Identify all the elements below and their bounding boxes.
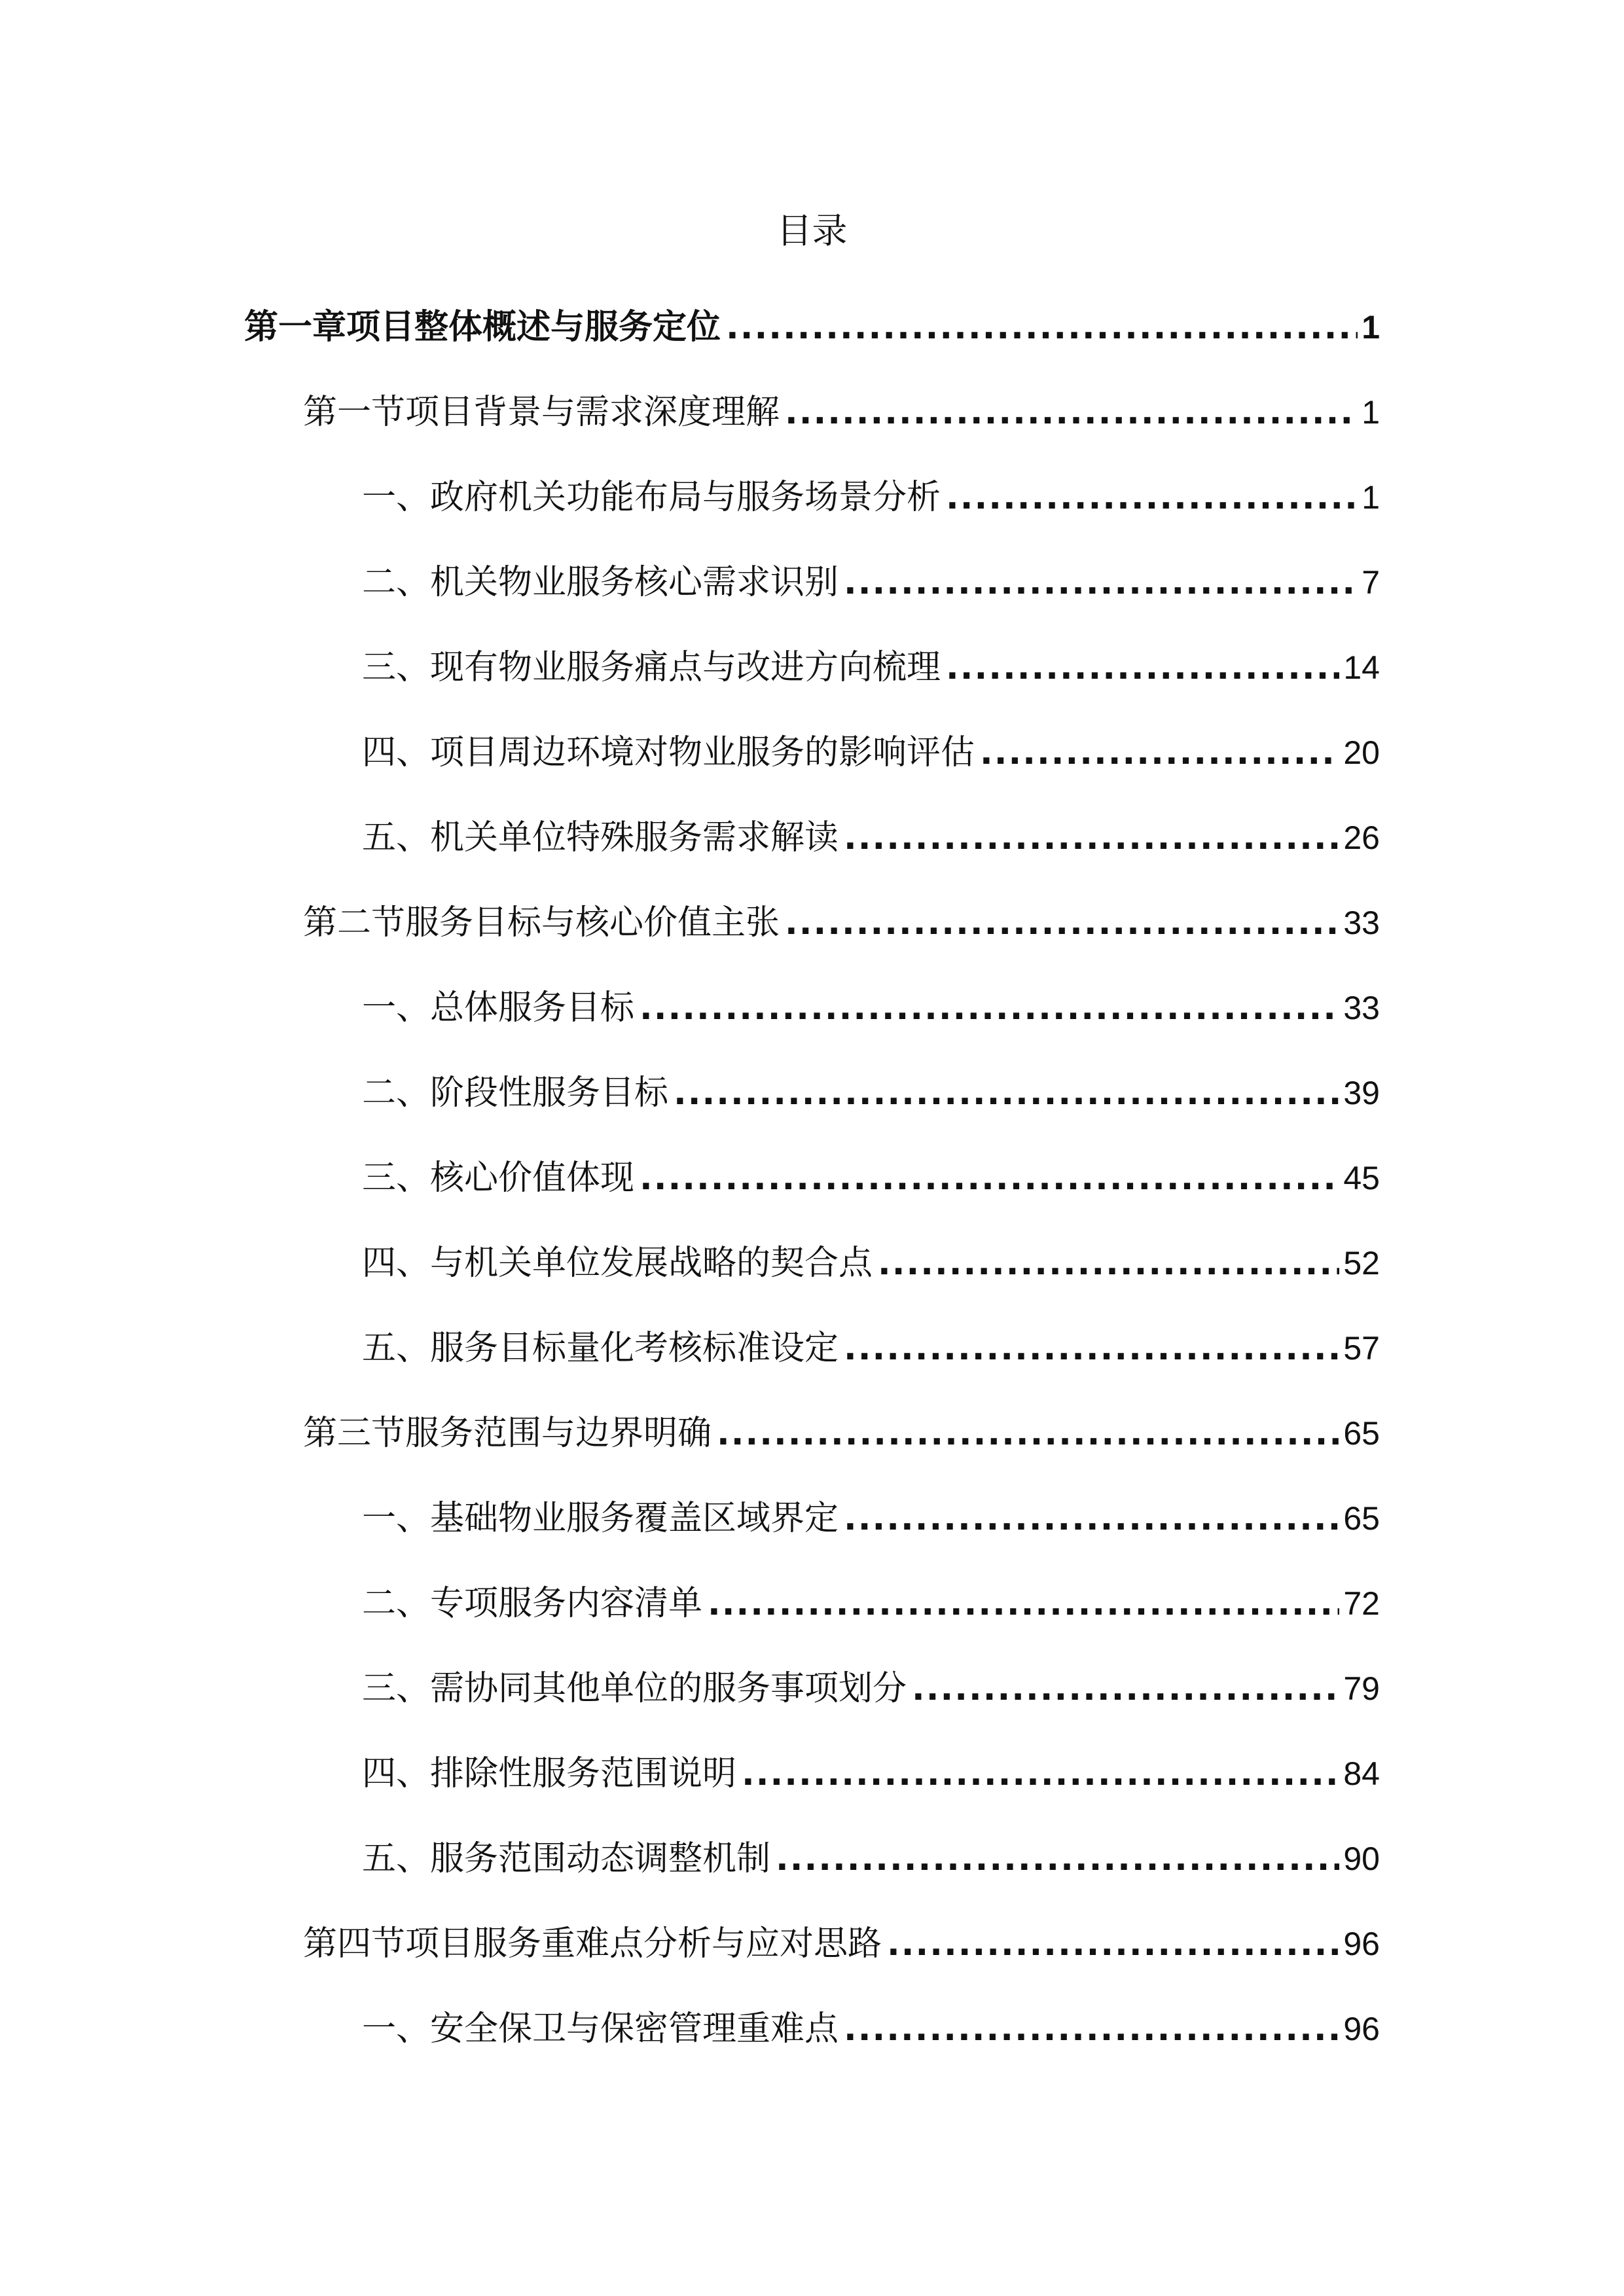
toc-entry-label: 一、政府机关功能布局与服务场景分析 <box>362 478 941 517</box>
toc-dot-leader <box>640 983 1339 1033</box>
toc-entry-label: 第二节服务目标与核心价值主张 <box>303 903 780 942</box>
toc-entry-page: 65 <box>1343 1500 1380 1537</box>
toc-entry-item[interactable] <box>362 1579 1380 1628</box>
toc-dot-leader <box>844 2004 1339 2054</box>
toc-dot-leader <box>946 473 1358 522</box>
toc-entry-item[interactable] <box>362 728 1380 778</box>
toc-dot-leader <box>742 1749 1339 1799</box>
toc-entry-page: 14 <box>1343 649 1380 686</box>
toc-entry-label: 三、需协同其他单位的服务事项划分 <box>362 1669 907 1708</box>
toc-dot-leader <box>785 898 1339 948</box>
toc-entry-page: 84 <box>1343 1755 1380 1792</box>
toc-entry-page: 33 <box>1343 990 1380 1026</box>
toc-dot-leader <box>980 728 1339 778</box>
toc-entry-item[interactable] <box>362 1323 1380 1373</box>
toc-entry-label: 第三节服务范围与边界明确 <box>303 1414 712 1453</box>
toc-entry-label: 第四节项目服务重难点分析与应对思路 <box>303 1924 882 1964</box>
toc-entry-label: 一、基础物业服务覆盖区域界定 <box>362 1499 839 1538</box>
toc-entry-label: 四、项目周边环境对物业服务的影响评估 <box>362 733 975 772</box>
toc-dot-leader <box>708 1579 1339 1628</box>
toc-dot-leader <box>785 387 1358 437</box>
toc-entry-page: 79 <box>1343 1670 1380 1707</box>
toc-entry-label: 二、专项服务内容清单 <box>362 1584 703 1623</box>
toc-entry-item[interactable] <box>362 813 1380 863</box>
toc-entry-section-1-2[interactable] <box>303 898 1380 948</box>
toc-entry-page: 7 <box>1362 564 1380 601</box>
toc-dot-leader <box>844 1323 1339 1373</box>
toc-entry-page: 1 <box>1362 479 1380 516</box>
toc-dot-leader <box>726 302 1358 352</box>
toc-entry-label: 第一章项目整体概述与服务定位 <box>244 308 721 347</box>
toc-entry-page: 20 <box>1343 734 1380 771</box>
toc-dot-leader <box>844 1494 1339 1543</box>
toc-entry-page: 65 <box>1343 1415 1380 1452</box>
toc-entry-item[interactable] <box>362 1664 1380 1713</box>
toc-entry-label: 五、服务目标量化考核标准设定 <box>362 1329 839 1368</box>
toc-entry-item[interactable] <box>362 558 1380 607</box>
toc-entry-page: 1 <box>1362 394 1380 431</box>
toc-entry-page: 1 <box>1362 309 1380 346</box>
toc-entry-label: 一、安全保卫与保密管理重难点 <box>362 2009 839 2049</box>
toc-dot-leader <box>946 643 1339 692</box>
toc-entry-page: 39 <box>1343 1075 1380 1111</box>
toc-entry-label: 二、机关物业服务核心需求识别 <box>362 563 839 602</box>
toc-entry-page: 96 <box>1343 1926 1380 1962</box>
toc-entry-item[interactable] <box>362 1238 1380 1288</box>
toc-entry-item[interactable] <box>362 2004 1380 2054</box>
toc-entry-item[interactable] <box>362 1068 1380 1118</box>
toc-dot-leader <box>912 1664 1339 1713</box>
toc-entry-label: 四、排除性服务范围说明 <box>362 1754 737 1793</box>
toc-dot-leader <box>844 813 1339 863</box>
toc-entry-item[interactable] <box>362 473 1380 522</box>
toc-entry-item[interactable] <box>362 1153 1380 1203</box>
toc-entry-item[interactable] <box>362 1494 1380 1543</box>
toc-entry-label: 五、服务范围动态调整机制 <box>362 1839 771 1878</box>
toc-entry-label: 二、阶段性服务目标 <box>362 1073 669 1113</box>
toc-dot-leader <box>717 1408 1339 1458</box>
toc-entry-chapter-1[interactable] <box>244 302 1380 352</box>
toc-entry-page: 33 <box>1343 905 1380 941</box>
toc-entry-section-1-1[interactable] <box>303 387 1380 437</box>
toc-entry-page: 57 <box>1343 1330 1380 1367</box>
toc-entry-item[interactable] <box>362 983 1380 1033</box>
toc-entry-section-1-3[interactable] <box>303 1408 1380 1458</box>
toc-entry-label: 第一节项目背景与需求深度理解 <box>303 393 780 432</box>
toc-entry-page: 72 <box>1343 1585 1380 1622</box>
toc-entry-page: 96 <box>1343 2011 1380 2047</box>
toc-entry-label: 三、核心价值体现 <box>362 1158 635 1198</box>
toc-entry-page: 52 <box>1343 1245 1380 1282</box>
toc-entry-page: 90 <box>1343 1840 1380 1877</box>
toc-entry-label: 四、与机关单位发展战略的契合点 <box>362 1244 873 1283</box>
toc-entry-item[interactable] <box>362 1749 1380 1799</box>
toc-dot-leader <box>878 1238 1339 1288</box>
toc-entry-label: 一、总体服务目标 <box>362 988 635 1028</box>
toc-entry-section-1-4[interactable] <box>303 1919 1380 1969</box>
toc-entry-item[interactable] <box>362 643 1380 692</box>
toc-dot-leader <box>844 558 1358 607</box>
toc-dot-leader <box>776 1834 1339 1884</box>
toc-entry-page: 26 <box>1343 819 1380 856</box>
toc-title: 目录 <box>776 210 848 251</box>
toc-dot-leader <box>887 1919 1339 1969</box>
toc-entry-label: 三、现有物业服务痛点与改进方向梳理 <box>362 648 941 687</box>
toc-entry-label: 五、机关单位特殊服务需求解读 <box>362 818 839 857</box>
toc-entry-item[interactable] <box>362 1834 1380 1884</box>
toc-entry-page: 45 <box>1343 1160 1380 1196</box>
toc-dot-leader <box>674 1068 1339 1118</box>
toc-dot-leader <box>640 1153 1339 1203</box>
